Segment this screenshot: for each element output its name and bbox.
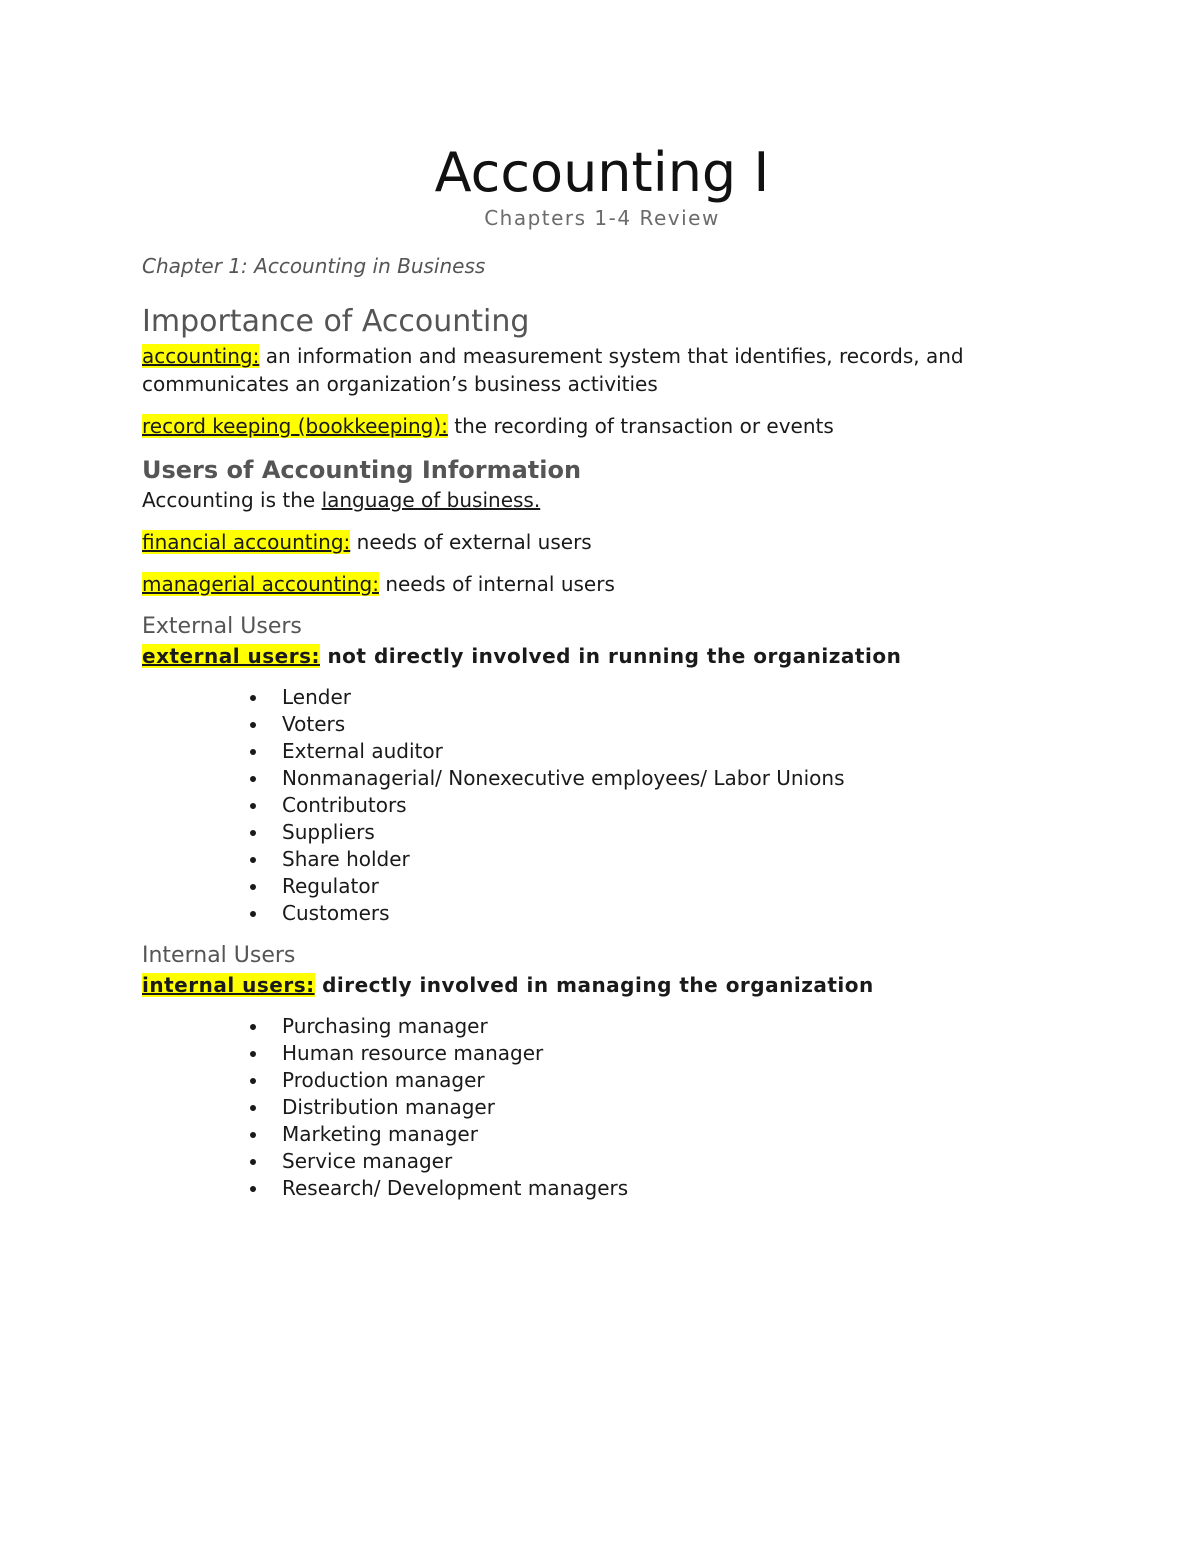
definition-bookkeeping <box>142 412 1062 440</box>
chapter-heading: Chapter 1: Accounting in Business <box>142 254 486 278</box>
definition-text: the recording of transaction or events <box>447 414 834 438</box>
section-heading-external: External Users <box>142 614 302 639</box>
bullet-icon <box>250 830 256 836</box>
list-item <box>242 819 1062 846</box>
document-content <box>142 140 1062 1202</box>
list-item-text: Regulator <box>282 874 379 898</box>
internal-users-list <box>142 1013 1062 1202</box>
list-item-text: Human resource manager <box>282 1041 544 1065</box>
bullet-icon <box>250 911 256 917</box>
users-intro <box>142 486 1062 514</box>
definition-external-users <box>142 642 1062 670</box>
section-heading-internal: Internal Users <box>142 943 296 968</box>
bullet-icon <box>250 1024 256 1030</box>
definition-text: directly involved in managing the organization <box>314 973 874 997</box>
list-item <box>242 1067 1062 1094</box>
list-item <box>242 765 1062 792</box>
bullet-icon <box>250 1186 256 1192</box>
bullet-icon <box>250 722 256 728</box>
list-item-text: Suppliers <box>282 820 375 844</box>
list-item <box>242 711 1062 738</box>
bullet-icon <box>250 857 256 863</box>
list-item-text: Contributors <box>282 793 407 817</box>
term-external-users: external users: <box>142 644 320 668</box>
bullet-icon <box>250 1105 256 1111</box>
section-heading-importance: Importance of Accounting <box>142 304 530 339</box>
term-financial: financial accounting: <box>142 530 351 554</box>
list-item-text: Production manager <box>282 1068 485 1092</box>
list-item <box>242 1121 1062 1148</box>
users-intro-underlined: language of business. <box>321 488 541 512</box>
list-item <box>242 684 1062 711</box>
list-item-text: Marketing manager <box>282 1122 478 1146</box>
list-item <box>242 846 1062 873</box>
list-item <box>242 1013 1062 1040</box>
list-item <box>242 1175 1062 1202</box>
bullet-icon <box>250 1051 256 1057</box>
list-item <box>242 792 1062 819</box>
bullet-icon <box>250 1159 256 1165</box>
list-item <box>242 873 1062 900</box>
list-item <box>242 1148 1062 1175</box>
list-item-text: Distribution manager <box>282 1095 495 1119</box>
definition-internal-users <box>142 971 1062 999</box>
list-item <box>242 1094 1062 1121</box>
definition-managerial <box>142 570 1062 598</box>
definition-text: an information and measurement system that identifies, records, and communicates an organization’s business activities <box>142 344 964 396</box>
term-accounting: accounting: <box>142 344 260 368</box>
bullet-icon <box>250 1078 256 1084</box>
users-intro-prefix: Accounting is the <box>142 488 322 512</box>
definition-financial <box>142 528 1062 556</box>
section-heading-users: Users of Accounting Information <box>142 456 582 484</box>
list-item-text: Lender <box>282 685 351 709</box>
bullet-icon <box>250 749 256 755</box>
list-item-text: Purchasing manager <box>282 1014 488 1038</box>
list-item-text: Service manager <box>282 1149 453 1173</box>
bullet-icon <box>250 803 256 809</box>
list-item-text: Nonmanagerial/ Nonexecutive employees/ Labor Unions <box>282 766 845 790</box>
external-users-list <box>142 684 1062 927</box>
list-item-text: Share holder <box>282 847 410 871</box>
list-item <box>242 900 1062 927</box>
term-bookkeeping: record keeping (bookkeeping): <box>142 414 448 438</box>
list-item <box>242 1040 1062 1067</box>
bullet-icon <box>250 776 256 782</box>
list-item <box>242 738 1062 765</box>
definition-accounting <box>142 342 1062 398</box>
list-item-text: Research/ Development managers <box>282 1176 629 1200</box>
bullet-icon <box>250 884 256 890</box>
list-item-text: Voters <box>282 712 346 736</box>
definition-text: not directly involved in running the organization <box>319 644 902 668</box>
list-item-text: Customers <box>282 901 390 925</box>
list-item-text: External auditor <box>282 739 443 763</box>
bullet-icon <box>250 1132 256 1138</box>
term-internal-users: internal users: <box>142 973 315 997</box>
document-subtitle: Chapters 1-4 Review <box>484 206 720 230</box>
definition-text: needs of internal users <box>378 572 615 596</box>
term-managerial: managerial accounting: <box>142 572 379 596</box>
document-title: Accounting I <box>434 141 770 204</box>
bullet-icon <box>250 695 256 701</box>
definition-text: needs of external users <box>350 530 592 554</box>
